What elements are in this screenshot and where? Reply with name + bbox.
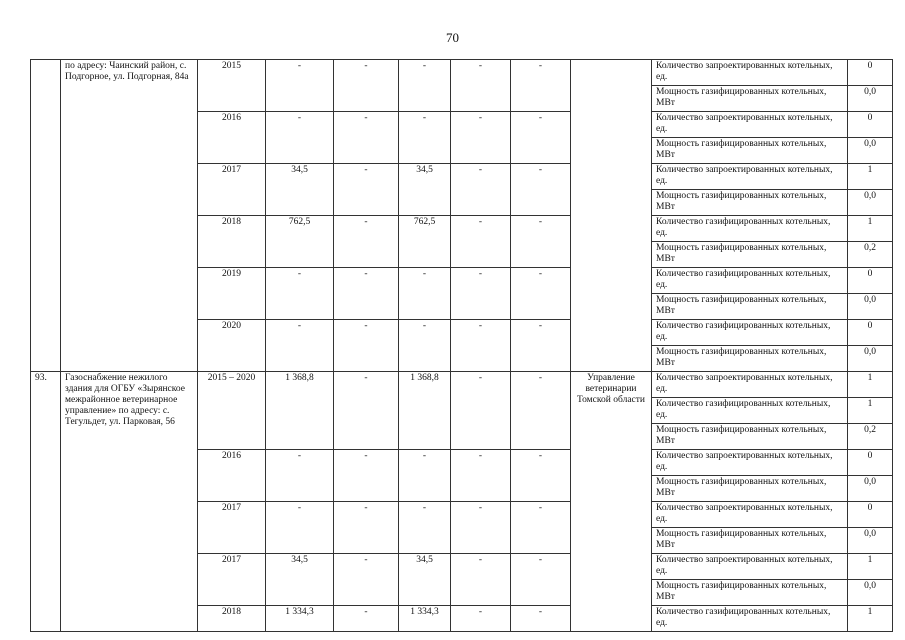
- regional-cell: -: [399, 450, 451, 502]
- federal-cell: -: [334, 268, 399, 320]
- indicator-label: Количество запроектированных котельных, ед.: [652, 450, 848, 476]
- indicator-label: Мощность газифицированных котельных, МВт: [652, 86, 848, 112]
- year-cell: 2016: [198, 450, 266, 502]
- indicator-value: 1: [848, 554, 893, 580]
- total-cell: -: [266, 502, 334, 554]
- indicator-value: 1: [848, 606, 893, 632]
- indicator-value: 0,0: [848, 86, 893, 112]
- federal-cell: -: [334, 112, 399, 164]
- local-cell: -: [451, 60, 511, 112]
- local-cell: -: [451, 268, 511, 320]
- table-row: [31, 60, 893, 86]
- regional-cell: 34,5: [399, 164, 451, 216]
- other-cell: -: [511, 216, 571, 268]
- regional-cell: 762,5: [399, 216, 451, 268]
- local-cell: -: [451, 450, 511, 502]
- local-cell: -: [451, 216, 511, 268]
- indicator-value: 0,0: [848, 138, 893, 164]
- indicator-value: 0: [848, 320, 893, 346]
- federal-cell: -: [334, 554, 399, 606]
- federal-cell: -: [334, 60, 399, 112]
- executor-cell: [571, 60, 652, 372]
- indicator-label: Количество запроектированных котельных, ед.: [652, 60, 848, 86]
- total-cell: 1 368,8: [266, 372, 334, 450]
- total-cell: -: [266, 450, 334, 502]
- indicator-label: Количество газифицированных котельных, ед.: [652, 216, 848, 242]
- other-cell: -: [511, 60, 571, 112]
- item-name: Газоснабжение нежилого здания для ОГБУ «Зырянское межрайонное ветеринарное управление» по адресу: с. Тегульдет, ул. Парковая, 56: [61, 372, 198, 632]
- indicator-label: Мощность газифицированных котельных, МВт: [652, 190, 848, 216]
- program-table: [30, 59, 893, 632]
- indicator-value: 1: [848, 216, 893, 242]
- other-cell: -: [511, 372, 571, 450]
- indicator-value: 1: [848, 164, 893, 190]
- indicator-value: 0,0: [848, 580, 893, 606]
- local-cell: -: [451, 502, 511, 554]
- year-cell: 2017: [198, 502, 266, 554]
- indicator-label: Мощность газифицированных котельных, МВт: [652, 424, 848, 450]
- other-cell: -: [511, 502, 571, 554]
- page-number: 70: [446, 30, 459, 45]
- indicator-label: Количество запроектированных котельных, ед.: [652, 164, 848, 190]
- year-cell: 2015: [198, 60, 266, 112]
- total-cell: -: [266, 60, 334, 112]
- year-cell: 2017: [198, 554, 266, 606]
- local-cell: -: [451, 112, 511, 164]
- regional-cell: 34,5: [399, 554, 451, 606]
- indicator-value: 0: [848, 60, 893, 86]
- local-cell: -: [451, 606, 511, 632]
- indicator-value: 0,0: [848, 476, 893, 502]
- other-cell: -: [511, 450, 571, 502]
- regional-cell: -: [399, 268, 451, 320]
- other-cell: -: [511, 268, 571, 320]
- other-cell: -: [511, 320, 571, 372]
- other-cell: -: [511, 606, 571, 632]
- indicator-label: Количество газифицированных котельных, ед.: [652, 398, 848, 424]
- total-cell: 762,5: [266, 216, 334, 268]
- indicator-value: 1: [848, 398, 893, 424]
- regional-cell: 1 334,3: [399, 606, 451, 632]
- other-cell: -: [511, 164, 571, 216]
- indicator-value: 0,2: [848, 424, 893, 450]
- local-cell: -: [451, 372, 511, 450]
- other-cell: -: [511, 554, 571, 606]
- year-cell: 2018: [198, 216, 266, 268]
- local-cell: -: [451, 164, 511, 216]
- indicator-value: 1: [848, 372, 893, 398]
- indicator-value: 0,2: [848, 242, 893, 268]
- local-cell: -: [451, 554, 511, 606]
- regional-cell: -: [399, 112, 451, 164]
- indicator-value: 0: [848, 502, 893, 528]
- total-cell: 34,5: [266, 554, 334, 606]
- indicator-label: Количество запроектированных котельных, ед.: [652, 502, 848, 528]
- regional-cell: -: [399, 60, 451, 112]
- federal-cell: -: [334, 450, 399, 502]
- year-cell: 2018: [198, 606, 266, 632]
- indicator-value: 0: [848, 450, 893, 476]
- federal-cell: -: [334, 164, 399, 216]
- regional-cell: 1 368,8: [399, 372, 451, 450]
- indicator-value: 0: [848, 112, 893, 138]
- regional-cell: -: [399, 320, 451, 372]
- federal-cell: -: [334, 372, 399, 450]
- indicator-label: Мощность газифицированных котельных, МВт: [652, 580, 848, 606]
- table-row: [31, 372, 893, 398]
- federal-cell: -: [334, 216, 399, 268]
- indicator-label: Количество газифицированных котельных, ед.: [652, 320, 848, 346]
- other-cell: -: [511, 112, 571, 164]
- item-number: 93.: [31, 372, 61, 632]
- total-cell: -: [266, 112, 334, 164]
- indicator-label: Мощность газифицированных котельных, МВт: [652, 242, 848, 268]
- local-cell: -: [451, 320, 511, 372]
- executor-cell: Управление ветеринарии Томской области: [571, 372, 652, 632]
- indicator-label: Количество запроектированных котельных, ед.: [652, 554, 848, 580]
- year-cell: 2019: [198, 268, 266, 320]
- regional-cell: -: [399, 502, 451, 554]
- indicator-value: 0,0: [848, 528, 893, 554]
- total-cell: -: [266, 320, 334, 372]
- item-name: по адресу: Чаинский район, с. Подгорное, ул. Подгорная, 84а: [61, 60, 198, 372]
- federal-cell: -: [334, 502, 399, 554]
- table-body: [31, 60, 893, 632]
- indicator-value: 0,0: [848, 294, 893, 320]
- indicator-label: Мощность газифицированных котельных, МВт: [652, 294, 848, 320]
- total-cell: 1 334,3: [266, 606, 334, 632]
- indicator-value: 0,0: [848, 190, 893, 216]
- total-cell: 34,5: [266, 164, 334, 216]
- indicator-label: Мощность газифицированных котельных, МВт: [652, 346, 848, 372]
- year-cell: 2017: [198, 164, 266, 216]
- year-cell: 2020: [198, 320, 266, 372]
- federal-cell: -: [334, 606, 399, 632]
- item-number: [31, 60, 61, 372]
- year-cell: 2015 – 2020: [198, 372, 266, 450]
- indicator-label: Количество запроектированных котельных, ед.: [652, 112, 848, 138]
- indicator-label: Количество газифицированных котельных, ед.: [652, 268, 848, 294]
- indicator-label: Мощность газифицированных котельных, МВт: [652, 528, 848, 554]
- federal-cell: -: [334, 320, 399, 372]
- indicator-value: 0: [848, 268, 893, 294]
- indicator-label: Мощность газифицированных котельных, МВт: [652, 476, 848, 502]
- total-cell: -: [266, 268, 334, 320]
- indicator-label: Мощность газифицированных котельных, МВт: [652, 138, 848, 164]
- indicator-value: 0,0: [848, 346, 893, 372]
- year-cell: 2016: [198, 112, 266, 164]
- indicator-label: Количество запроектированных котельных, ед.: [652, 372, 848, 398]
- indicator-label: Количество газифицированных котельных, ед.: [652, 606, 848, 632]
